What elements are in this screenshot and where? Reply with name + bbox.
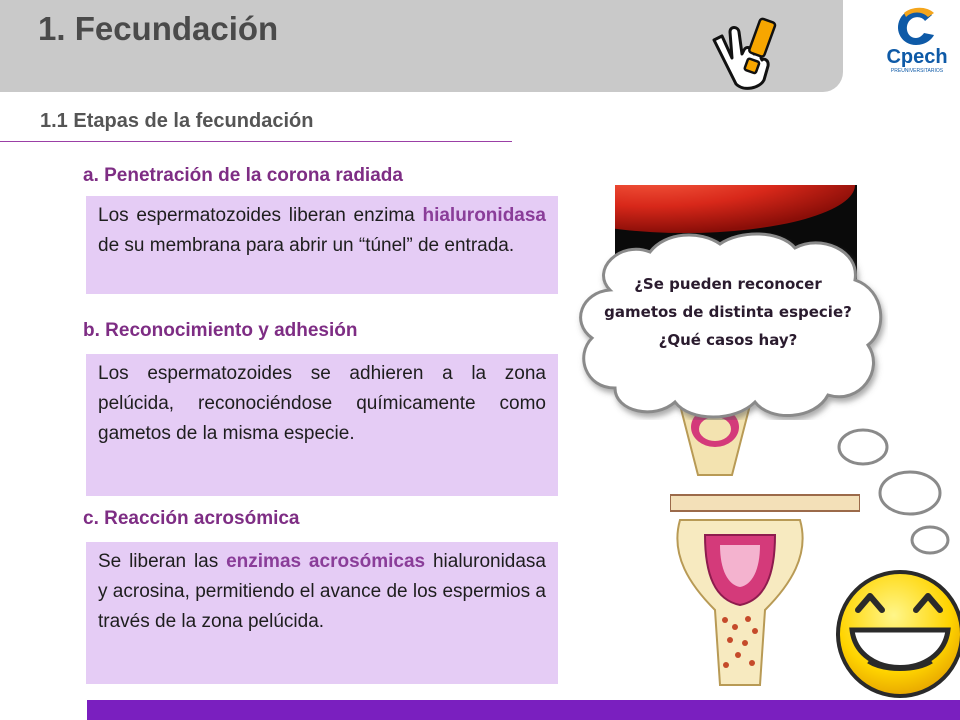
- text-c-after: hialuronidasa y acrosina, permitiendo el avance de los espermios a través de la zona pelúcida.: [98, 551, 546, 632]
- text-a-highlight: hialuronidasa: [422, 205, 546, 226]
- section-title-a: a. Penetración de la corona radiada: [83, 165, 403, 186]
- subtitle-divider: [0, 141, 512, 142]
- text-c-highlight: enzimas acrosómicas: [226, 551, 426, 572]
- section-subtitle: 1.1 Etapas de la fecundación: [40, 110, 314, 132]
- section-title-b: b. Reconocimiento y adhesión: [83, 320, 358, 341]
- text-a-before: Los espermatozoides liberan enzima: [98, 205, 423, 226]
- text-c-before: Se liberan las: [98, 551, 227, 572]
- cpech-logo: [880, 5, 955, 75]
- footer-bar: [87, 700, 960, 720]
- pointing-hand-icon: [700, 14, 780, 94]
- text-box-b: [86, 354, 558, 496]
- thought-bubble-tail: [828, 425, 960, 575]
- acrosome-diagram-2: [660, 515, 820, 690]
- laughing-face-icon: [828, 560, 960, 700]
- thought-bubble-text: ¿Se pueden reconocer gametos de distinta especie? ¿Qué casos hay?: [604, 275, 852, 349]
- section-title-c: c. Reacción acrosómica: [83, 508, 300, 529]
- svg-text:PREUNIVERSITARIOS: PREUNIVERSITARIOS: [890, 68, 944, 74]
- text-box-a: [86, 196, 558, 294]
- text-a-after: de su membrana para abrir un “túnel” de entrada.: [98, 235, 515, 256]
- svg-text:Cpech: Cpech: [886, 46, 948, 68]
- page-title: 1. Fecundación: [38, 10, 279, 47]
- text-b: Los espermatozoides se adhieren a la zona pelúcida, reconociéndose químicamente como gametos de la misma especie.: [98, 363, 546, 444]
- text-box-c: [86, 542, 558, 684]
